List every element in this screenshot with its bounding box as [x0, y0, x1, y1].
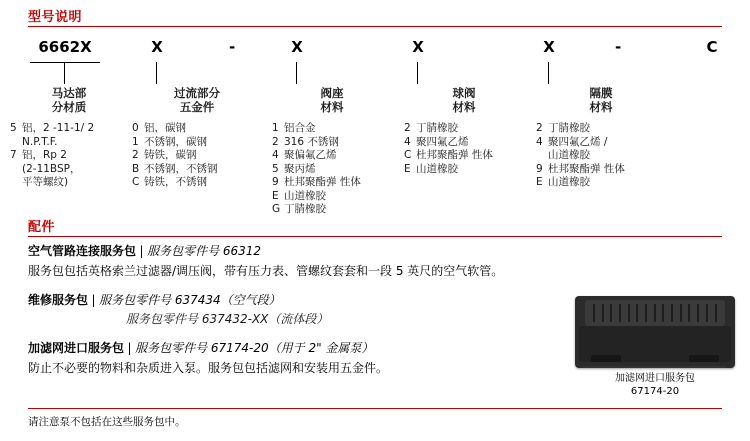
accessories-section-rule — [28, 236, 722, 237]
accessory-strainer-inlet-kit — [28, 339, 568, 378]
code-tick-3 — [296, 62, 297, 84]
list-item — [272, 176, 392, 190]
accessory-description: 防止不必要的物料和杂质进入泵。服务包包括滤网和安装用五金件。 — [28, 361, 389, 375]
option-key: 2 — [272, 135, 279, 148]
list-item — [272, 136, 392, 150]
list-item — [132, 163, 262, 177]
column-head-line1: 过流部分 — [174, 86, 220, 100]
code-tick-4 — [417, 62, 418, 84]
option-value-main: 聚四氟乙烯 / — [548, 135, 608, 148]
code-bracket-1 — [30, 62, 100, 63]
option-list — [404, 122, 524, 176]
list-item — [536, 176, 666, 190]
option-value-sub: (2-11BSP， — [22, 162, 81, 175]
pump-body — [579, 326, 731, 362]
column-head — [132, 86, 262, 114]
column-head-line2: 材料 — [320, 100, 344, 114]
model-code-pos-2: X — [291, 38, 303, 56]
option-list — [536, 122, 666, 190]
option-value: 铸铁，不锈钢 — [144, 176, 207, 188]
list-item — [404, 149, 524, 163]
option-value-main: 铝，2 -11-1/ 2 — [22, 122, 95, 134]
code-tick-2 — [156, 62, 157, 84]
model-section-title: 型号说明 — [28, 10, 83, 25]
accessory-part-number: 服务包零件号 67174-20（用于 2" 金属泵） — [135, 341, 374, 355]
accessory-heading — [28, 242, 568, 259]
list-item — [132, 176, 262, 190]
accessory-separator: | — [91, 293, 96, 307]
list-item — [132, 122, 262, 136]
list-item — [404, 163, 524, 177]
option-value-sub: 山道橡胶 — [548, 149, 590, 161]
pump-center-band — [583, 366, 727, 368]
option-key: 0 — [132, 122, 139, 134]
footnote-rule — [28, 408, 722, 409]
list-item — [272, 163, 392, 177]
column-head — [404, 86, 524, 114]
option-value — [548, 136, 666, 163]
option-value: 丁腈橡胶 — [416, 122, 458, 134]
option-key: 2 — [132, 149, 139, 161]
column-head — [536, 86, 666, 114]
accessory-part-number-secondary: 服务包零件号 637432-XX（流体段） — [126, 312, 329, 326]
model-section-rule — [28, 26, 722, 27]
column-diaphragm-material — [536, 86, 666, 190]
option-value: 杜邦聚酯弹 性体 — [284, 176, 361, 188]
model-code-base: 6662X — [38, 38, 92, 56]
option-list — [132, 122, 262, 190]
option-value: 丁腈橡胶 — [284, 203, 326, 215]
list-item — [132, 149, 262, 163]
list-item — [272, 203, 392, 217]
option-key: 1 — [272, 122, 279, 134]
option-value: 铝，碳钢 — [144, 122, 186, 134]
column-head-line1: 马达部 — [51, 86, 87, 100]
column-head-line1: 隔膜 — [589, 86, 613, 100]
accessory-heading — [28, 339, 568, 356]
accessory-part-number: 服务包零件号 66312 — [147, 244, 262, 258]
pump-product-photo — [575, 296, 735, 368]
accessory-name: 加滤网进口服务包 — [28, 341, 125, 355]
list-item — [272, 122, 392, 136]
accessory-description: 服务包包括英格索兰过滤器/调压阀，带有压力表、管螺纹套套和一段 5 英尺的空气软管。 — [28, 264, 504, 278]
option-key: 5 — [10, 122, 17, 134]
option-value-sub2: 平等螺纹) — [22, 176, 69, 188]
product-figure — [570, 296, 740, 398]
option-value: 丁腈橡胶 — [548, 122, 590, 134]
pump-foot-left — [591, 355, 621, 362]
list-item — [272, 190, 392, 204]
model-code-pos-5: C — [706, 38, 718, 56]
option-value — [22, 122, 128, 149]
model-code-pos-4: X — [543, 38, 555, 56]
option-key: 4 — [536, 135, 543, 148]
option-key: 9 — [272, 176, 279, 188]
column-head-line2: 五金件 — [179, 100, 215, 114]
accessory-service-kit — [28, 291, 568, 327]
column-head-line1: 阀座 — [320, 86, 344, 100]
column-wetted-parts — [132, 86, 262, 190]
option-list — [272, 122, 392, 217]
model-code-pos-3: X — [412, 38, 424, 56]
product-caption-line1: 加滤网进口服务包 — [615, 373, 695, 384]
option-value-main: 铝，Rp 2 — [22, 149, 67, 161]
option-value: 山道橡胶 — [416, 162, 458, 175]
column-head-line1: 球阀 — [452, 86, 476, 100]
column-ball-material — [404, 86, 524, 176]
option-key: 9 — [536, 162, 543, 175]
product-caption-line2: 67174-20 — [630, 386, 680, 397]
option-value: 山道橡胶 — [548, 176, 590, 188]
accessory-air-line-kit — [28, 242, 568, 281]
option-value-sub: N.P.T.F. — [22, 135, 58, 148]
list-item — [272, 149, 392, 163]
option-value: 316 不锈钢 — [284, 135, 339, 148]
pump-foot-right — [689, 355, 719, 362]
model-code-pos-1: X — [151, 38, 163, 56]
model-code-row — [0, 38, 750, 60]
option-key: E — [536, 176, 543, 188]
option-value: 杜邦聚酯弹 性体 — [548, 162, 625, 175]
accessory-name: 空气管路连接服务包 — [28, 244, 137, 258]
option-key: E — [404, 162, 411, 175]
accessory-separator: | — [139, 244, 144, 258]
option-key: 2 — [404, 122, 411, 134]
option-value: 不锈钢，碳钢 — [144, 135, 207, 148]
accessory-name: 维修服务包 — [28, 293, 89, 307]
option-key: 1 — [132, 135, 139, 148]
list-item — [536, 163, 666, 177]
pump-fins — [593, 304, 717, 322]
option-value: 铸铁，碳钢 — [144, 149, 197, 161]
product-caption — [570, 372, 740, 398]
option-key: B — [132, 162, 140, 175]
option-value — [22, 149, 128, 190]
column-head-line2: 材料 — [452, 100, 476, 114]
option-key: E — [272, 189, 279, 202]
code-tick-5 — [548, 62, 549, 84]
column-head — [272, 86, 392, 114]
list-item — [536, 122, 666, 136]
accessory-heading — [28, 291, 568, 308]
list-item — [10, 122, 128, 149]
list-item — [536, 136, 666, 163]
option-key: 4 — [272, 149, 279, 161]
option-value: 不锈钢，不锈钢 — [144, 162, 218, 175]
option-key: G — [272, 203, 281, 215]
accessories-list — [28, 242, 568, 382]
column-head — [10, 86, 128, 114]
option-key: C — [132, 176, 140, 188]
accessory-part-number: 服务包零件号 637434（空气段） — [99, 293, 281, 307]
code-tick-1 — [64, 62, 65, 84]
option-value: 铝合金 — [284, 122, 316, 134]
column-head-line2: 材料 — [589, 100, 613, 114]
model-code-dash-2: - — [615, 38, 622, 56]
model-code-dash-1: - — [229, 38, 236, 56]
option-key: 7 — [10, 149, 17, 161]
column-seat-material — [272, 86, 392, 217]
accessories-section-title: 配件 — [28, 220, 56, 235]
footnote: 请注意泵不包括在这些服务包中。 — [28, 416, 186, 428]
option-value: 聚丙烯 — [284, 162, 316, 175]
option-value: 山道橡胶 — [284, 189, 326, 202]
option-value: 杜邦聚酯弹 性体 — [416, 149, 493, 161]
list-item — [404, 122, 524, 136]
option-key: C — [404, 149, 412, 161]
accessory-separator: | — [127, 341, 132, 355]
option-key: 2 — [536, 122, 543, 134]
list-item — [404, 136, 524, 150]
option-key: 5 — [272, 162, 279, 175]
list-item — [132, 136, 262, 150]
list-item — [10, 149, 128, 190]
column-motor-material — [10, 86, 128, 190]
option-value: 聚偏氟乙烯 — [284, 149, 337, 161]
option-list — [10, 122, 128, 190]
option-value: 聚四氟乙烯 — [416, 135, 469, 148]
option-key: 4 — [404, 135, 411, 148]
column-head-line2: 分材质 — [51, 100, 87, 114]
